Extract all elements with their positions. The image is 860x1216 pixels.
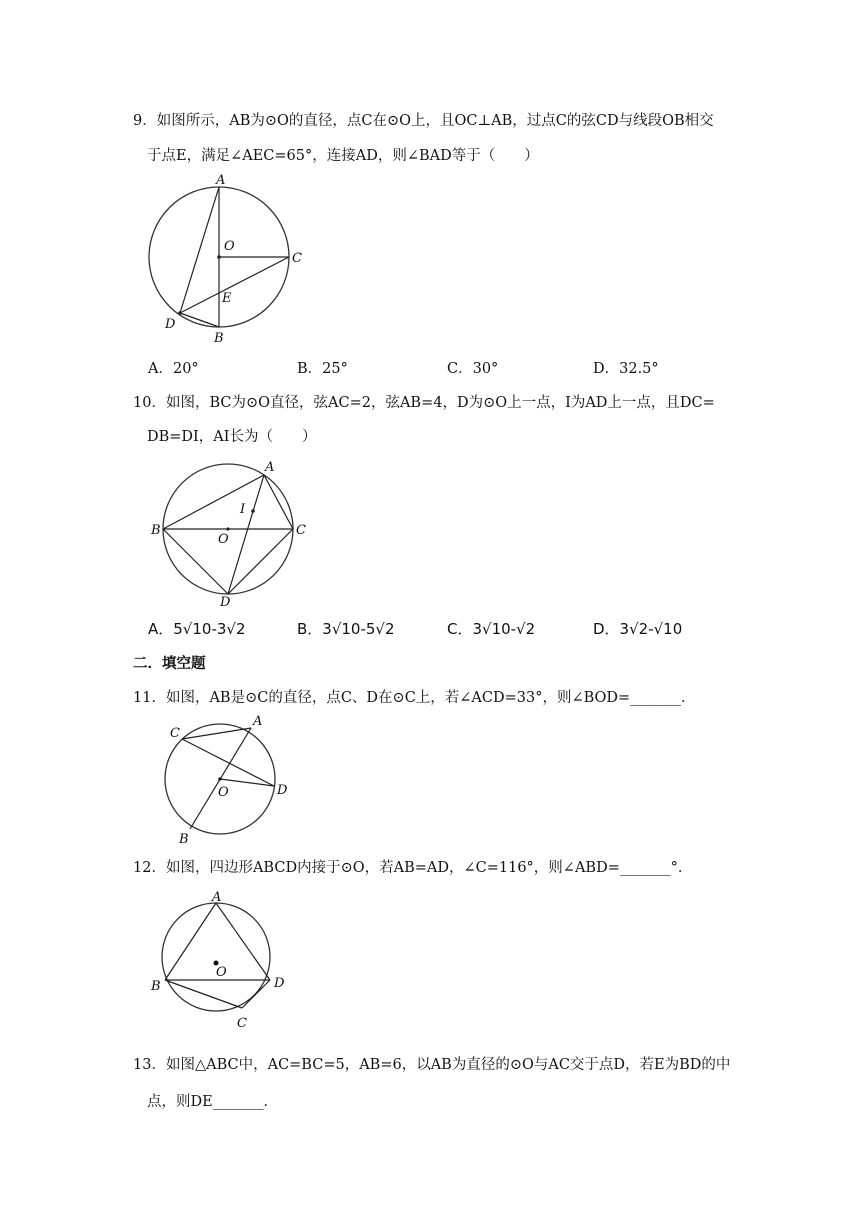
q12-figure: [150, 890, 310, 1035]
q10-text-line1: 10．如图，BC为⊙O直径，弦AC=2，弦AB=4，D为⊙O上一点，I为AD上一点，且DC=: [133, 395, 715, 411]
q9-text-line2: 于点E，满足∠AEC=65°，连接AD，则∠BAD等于（ ）: [147, 148, 539, 164]
q10-option-c: C．3√10-√2: [447, 620, 536, 638]
q10-text-line2: DB=DI，AI长为（ ）: [147, 429, 317, 445]
q10-option-b: B．3√10-5√2: [297, 620, 395, 638]
q12-label-o: O: [216, 965, 227, 980]
q9-label-c: C: [292, 251, 302, 266]
q10-label-c: C: [296, 523, 306, 538]
q10-label-a: A: [265, 460, 275, 475]
q9-text-line1: 9．如图所示，AB为⊙O的直径，点C在⊙O上，且OC⊥AB，过点C的弦CD与线段OB相交: [133, 113, 714, 129]
q10-figure: [150, 455, 320, 610]
q10-option-a: A．5√10-3√2: [148, 620, 246, 638]
q9-label-o: O: [224, 239, 235, 254]
q13-text-line2: 点，则DE_______．: [147, 1094, 278, 1110]
section-heading: 二．填空题: [133, 656, 206, 672]
q10-label-b: B: [151, 523, 161, 538]
q9-label-a: A: [216, 173, 226, 188]
q10-label-d: D: [220, 595, 231, 610]
q9-option-b: B．25°: [297, 361, 348, 377]
q10-label-o: O: [218, 532, 229, 547]
q12-label-b: B: [151, 979, 161, 994]
q9-option-c: C．30°: [447, 361, 499, 377]
q11-label-c: C: [170, 726, 180, 741]
q10-label-i: I: [240, 502, 246, 517]
q12-label-d: D: [274, 976, 285, 991]
q11-label-d: D: [277, 783, 288, 798]
q11-label-b: B: [179, 832, 189, 847]
q10-option-d: D．3√2-√10: [593, 620, 683, 638]
q11-label-a: A: [253, 714, 263, 729]
q11-label-o: O: [218, 785, 229, 800]
q9-option-d: D．32.5°: [593, 361, 659, 377]
q9-option-a: A．20°: [148, 361, 199, 377]
q12-label-c: C: [237, 1016, 247, 1031]
q13-text-line1: 13．如图△ABC中，AC=BC=5，AB=6，以AB为直径的⊙O与AC交于点D，若E为BD的中: [133, 1057, 731, 1073]
q11-figure: [165, 712, 315, 847]
q9-label-d: D: [165, 317, 176, 332]
q9-label-b: B: [214, 331, 224, 346]
q9-label-e: E: [222, 291, 232, 306]
q12-text-line1: 12．如图，四边形ABCD内接于⊙O，若AB=AD，∠C=116°，则∠ABD=_______°．: [133, 860, 693, 876]
q9-figure: [140, 172, 330, 352]
q12-label-a: A: [212, 890, 222, 905]
q11-text-line1: 11．如图，AB是⊙C的直径，点C、D在⊙C上，若∠ACD=33°，则∠BOD=_______．: [133, 690, 696, 706]
